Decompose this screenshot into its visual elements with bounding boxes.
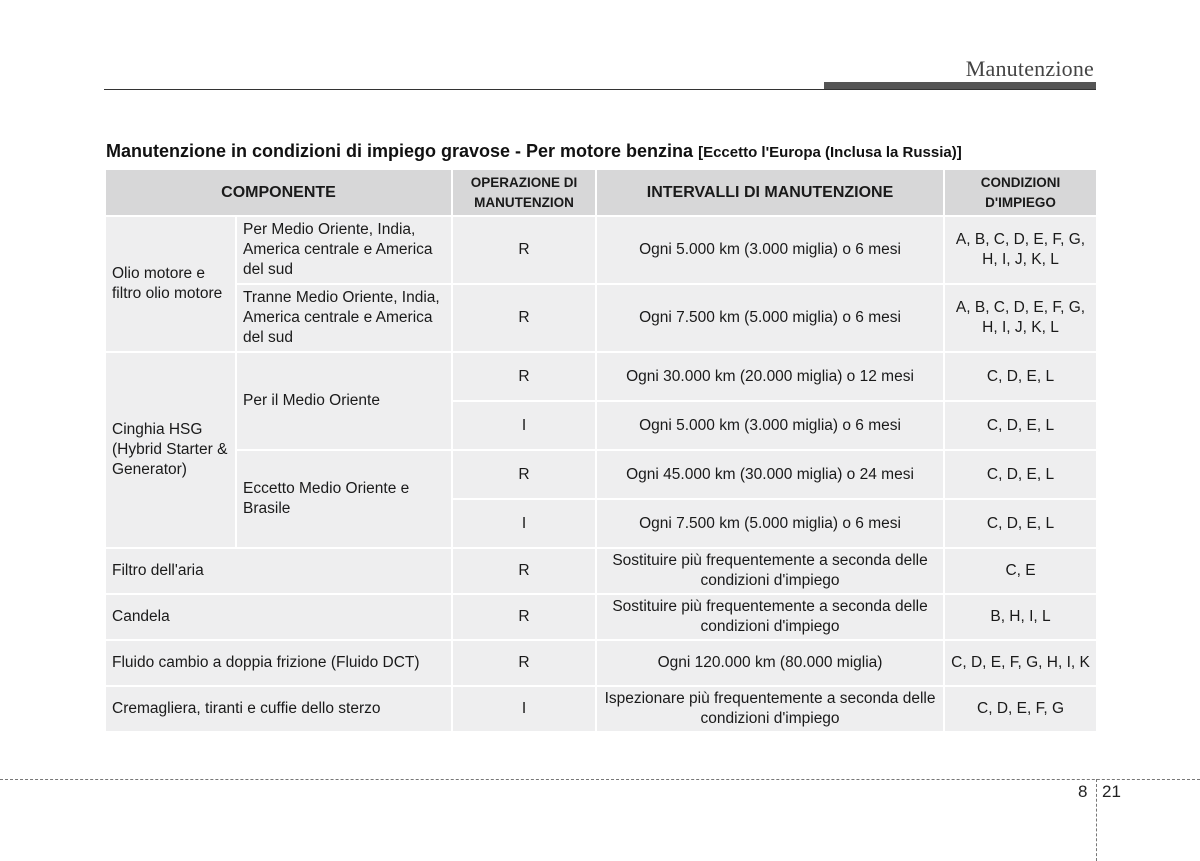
table-title xyxy=(106,141,962,162)
conditions-cell: C, D, E, L xyxy=(944,352,1097,401)
operation-cell: R xyxy=(452,216,596,284)
conditions-cell: C, D, E, L xyxy=(944,450,1097,499)
conditions-cell: C, D, E, F, G, H, I, K xyxy=(944,640,1097,686)
table-row xyxy=(105,594,1097,640)
header-divider xyxy=(104,89,1096,90)
table-row xyxy=(105,352,1097,401)
operation-cell: R xyxy=(452,284,596,352)
component-cell: Fluido cambio a doppia frizione (Fluido DCT) xyxy=(105,640,452,686)
component-cell: Filtro dell'aria xyxy=(105,548,452,594)
interval-cell: Ogni 120.000 km (80.000 miglia) xyxy=(596,640,944,686)
page-number: 21 xyxy=(1102,782,1121,801)
operation-cell: R xyxy=(452,450,596,499)
header-condizioni: CONDIZIONI D'IMPIEGO xyxy=(944,169,1097,216)
footer-divider xyxy=(0,779,1200,780)
interval-cell: Ogni 5.000 km (3.000 miglia) o 6 mesi xyxy=(596,216,944,284)
subcomponent-cell: Per Medio Oriente, India, America centrale e America del sud xyxy=(236,216,452,284)
table-row xyxy=(105,686,1097,732)
table-title-sub: [Eccetto l'Europa (Inclusa la Russia)] xyxy=(698,144,962,161)
table-row xyxy=(105,548,1097,594)
operation-cell: I xyxy=(452,686,596,732)
operation-cell: R xyxy=(452,548,596,594)
subcomponent-cell: Per il Medio Oriente xyxy=(236,352,452,450)
interval-cell: Sostituire più frequentemente a seconda delle condizioni d'impiego xyxy=(596,594,944,640)
interval-cell: Ogni 7.500 km (5.000 miglia) o 6 mesi xyxy=(596,284,944,352)
table-row xyxy=(105,216,1097,284)
table-row xyxy=(105,450,1097,499)
maintenance-table xyxy=(104,168,1098,733)
header-operazione: OPERAZIONE DI MANUTENZION xyxy=(452,169,596,216)
interval-cell: Ispezionare più frequentemente a seconda delle condizioni d'impiego xyxy=(596,686,944,732)
chapter-number: 8 xyxy=(1078,782,1088,801)
conditions-cell: C, E xyxy=(944,548,1097,594)
table-row xyxy=(105,640,1097,686)
operation-cell: R xyxy=(452,352,596,401)
table-header-row xyxy=(105,169,1097,216)
interval-cell: Ogni 30.000 km (20.000 miglia) o 12 mesi xyxy=(596,352,944,401)
conditions-cell: C, D, E, F, G xyxy=(944,686,1097,732)
subcomponent-cell: Tranne Medio Oriente, India, America centrale e America del sud xyxy=(236,284,452,352)
interval-cell: Ogni 7.500 km (5.000 miglia) o 6 mesi xyxy=(596,499,944,548)
operation-cell: I xyxy=(452,401,596,450)
conditions-cell: C, D, E, L xyxy=(944,499,1097,548)
operation-cell: R xyxy=(452,594,596,640)
conditions-cell: A, B, C, D, E, F, G, H, I, J, K, L xyxy=(944,216,1097,284)
conditions-cell: A, B, C, D, E, F, G, H, I, J, K, L xyxy=(944,284,1097,352)
conditions-cell: B, H, I, L xyxy=(944,594,1097,640)
header-intervalli: INTERVALLI DI MANUTENZIONE xyxy=(596,169,944,216)
conditions-cell: C, D, E, L xyxy=(944,401,1097,450)
header-componente: COMPONENTE xyxy=(105,169,452,216)
interval-cell: Sostituire più frequentemente a seconda delle condizioni d'impiego xyxy=(596,548,944,594)
component-cell: Cinghia HSG (Hybrid Starter & Generator) xyxy=(105,352,236,548)
component-cell: Olio motore e filtro olio motore xyxy=(105,216,236,352)
interval-cell: Ogni 5.000 km (3.000 miglia) o 6 mesi xyxy=(596,401,944,450)
component-cell: Cremagliera, tiranti e cuffie dello sterzo xyxy=(105,686,452,732)
component-cell: Candela xyxy=(105,594,452,640)
operation-cell: I xyxy=(452,499,596,548)
subcomponent-cell: Eccetto Medio Oriente e Brasile xyxy=(236,450,452,548)
table-row xyxy=(105,284,1097,352)
interval-cell: Ogni 45.000 km (30.000 miglia) o 24 mesi xyxy=(596,450,944,499)
operation-cell: R xyxy=(452,640,596,686)
table-title-main: Manutenzione in condizioni di impiego gravose - Per motore benzina xyxy=(106,141,694,161)
section-header-title: Manutenzione xyxy=(965,56,1094,81)
footer-vertical-divider xyxy=(1096,779,1097,861)
